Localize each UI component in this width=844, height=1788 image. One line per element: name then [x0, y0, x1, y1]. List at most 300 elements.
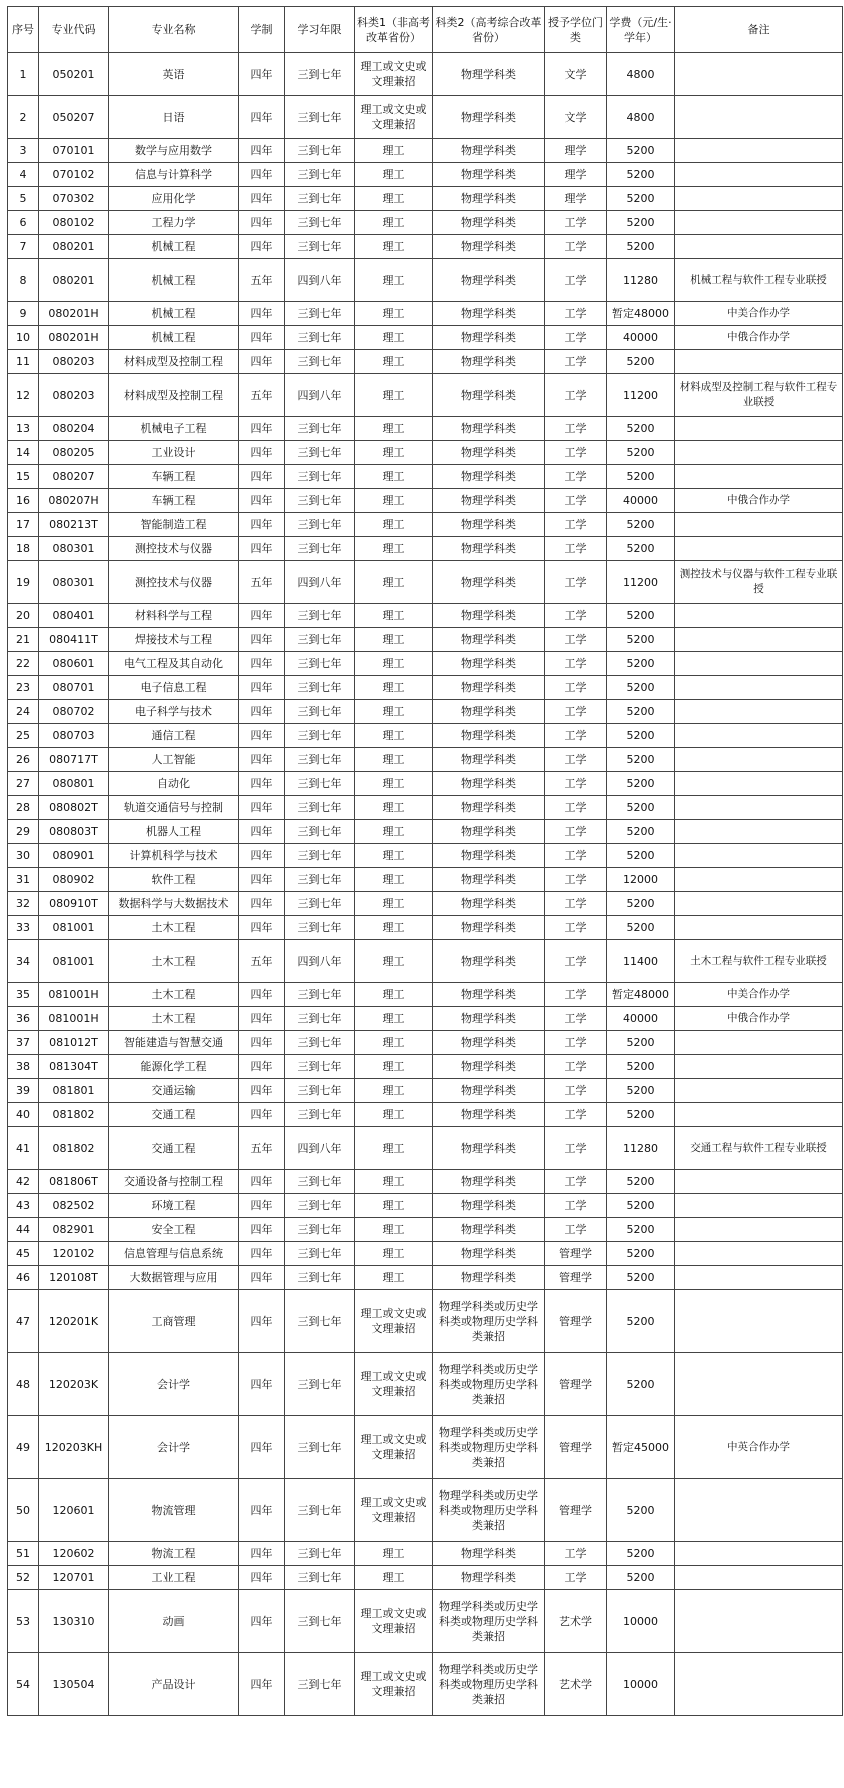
table-cell: 四年 — [239, 1353, 285, 1416]
table-row — [8, 465, 843, 489]
table-cell: 软件工程 — [109, 868, 239, 892]
table-cell: 三到七年 — [285, 1590, 355, 1653]
table-cell: 物理学科类 — [433, 259, 545, 302]
header-cell: 科类1（非高考改革省份） — [355, 7, 433, 53]
table-cell: 交通工程 — [109, 1127, 239, 1170]
table-row — [8, 537, 843, 561]
table-cell: 材料科学与工程 — [109, 604, 239, 628]
table-cell: 物理学科类 — [433, 1266, 545, 1290]
table-cell: 三到七年 — [285, 489, 355, 513]
table-cell: 四年 — [239, 1542, 285, 1566]
table-cell: 5200 — [607, 1479, 675, 1542]
table-cell: 三到七年 — [285, 1566, 355, 1590]
table-cell: 080213T — [39, 513, 109, 537]
table-cell: 四年 — [239, 465, 285, 489]
table-cell — [675, 465, 843, 489]
table-cell: 080902 — [39, 868, 109, 892]
table-cell: 数学与应用数学 — [109, 139, 239, 163]
table-cell: 120108T — [39, 1266, 109, 1290]
table-cell: 中俄合作办学 — [675, 326, 843, 350]
table-cell: 管理学 — [545, 1290, 607, 1353]
table-cell: 38 — [8, 1055, 39, 1079]
table-cell: 物理学科类 — [433, 513, 545, 537]
table-cell: 理工 — [355, 676, 433, 700]
table-cell: 三到七年 — [285, 983, 355, 1007]
table-row — [8, 772, 843, 796]
table-cell: 2 — [8, 96, 39, 139]
table-cell: 暂定45000 — [607, 1416, 675, 1479]
table-row — [8, 983, 843, 1007]
table-cell: 理工 — [355, 748, 433, 772]
table-cell: 中美合作办学 — [675, 302, 843, 326]
table-cell: 物理学科类 — [433, 302, 545, 326]
table-cell: 数据科学与大数据技术 — [109, 892, 239, 916]
table-cell: 物理学科类 — [433, 1218, 545, 1242]
table-cell: 材料成型及控制工程 — [109, 350, 239, 374]
table-cell: 50 — [8, 1479, 39, 1542]
table-cell: 工业设计 — [109, 441, 239, 465]
table-cell: 理工 — [355, 700, 433, 724]
table-cell: 管理学 — [545, 1479, 607, 1542]
table-cell: 暂定48000 — [607, 302, 675, 326]
table-cell: 12 — [8, 374, 39, 417]
table-cell: 物理学科类 — [433, 489, 545, 513]
table-cell: 080207H — [39, 489, 109, 513]
table-cell: 三到七年 — [285, 1170, 355, 1194]
table-cell: 18 — [8, 537, 39, 561]
table-cell: 理工 — [355, 724, 433, 748]
table-cell: 理工 — [355, 513, 433, 537]
table-cell: 理工 — [355, 1542, 433, 1566]
table-cell: 工学 — [545, 489, 607, 513]
table-cell: 工学 — [545, 1170, 607, 1194]
table-cell: 5200 — [607, 796, 675, 820]
table-cell: 工学 — [545, 374, 607, 417]
table-cell — [675, 1542, 843, 1566]
table-cell: 080801 — [39, 772, 109, 796]
header-cell: 备注 — [675, 7, 843, 53]
table-cell: 三到七年 — [285, 892, 355, 916]
table-cell: 土木工程与软件工程专业联授 — [675, 940, 843, 983]
table-row — [8, 628, 843, 652]
table-cell: 物理学科类 — [433, 772, 545, 796]
table-cell: 四年 — [239, 513, 285, 537]
table-row — [8, 676, 843, 700]
table-row — [8, 1566, 843, 1590]
table-cell: 三到七年 — [285, 652, 355, 676]
table-cell: 四年 — [239, 302, 285, 326]
table-cell: 49 — [8, 1416, 39, 1479]
table-cell: 工学 — [545, 1031, 607, 1055]
table-cell: 理工 — [355, 235, 433, 259]
table-cell: 5200 — [607, 1566, 675, 1590]
table-cell: 电子信息工程 — [109, 676, 239, 700]
table-cell: 四年 — [239, 772, 285, 796]
table-cell: 工学 — [545, 537, 607, 561]
table-cell: 环境工程 — [109, 1194, 239, 1218]
table-cell: 5200 — [607, 748, 675, 772]
table-cell: 4800 — [607, 53, 675, 96]
table-cell: 理工 — [355, 537, 433, 561]
header-cell: 序号 — [8, 7, 39, 53]
table-cell: 四年 — [239, 417, 285, 441]
table-cell: 5200 — [607, 1290, 675, 1353]
table-cell — [675, 211, 843, 235]
table-cell: 工学 — [545, 259, 607, 302]
table-cell: 中美合作办学 — [675, 983, 843, 1007]
table-cell — [675, 820, 843, 844]
table-cell — [675, 53, 843, 96]
table-cell: 物理学科类 — [433, 187, 545, 211]
table-row — [8, 561, 843, 604]
table-cell: 物理学科类或历史学科类或物理历史学科类兼招 — [433, 1290, 545, 1353]
table-cell: 080201 — [39, 259, 109, 302]
table-cell — [675, 1566, 843, 1590]
table-cell: 11 — [8, 350, 39, 374]
table-cell: 理工 — [355, 868, 433, 892]
table-cell: 四年 — [239, 1103, 285, 1127]
table-cell: 5200 — [607, 441, 675, 465]
table-cell: 34 — [8, 940, 39, 983]
table-cell: 四年 — [239, 628, 285, 652]
table-cell: 070101 — [39, 139, 109, 163]
table-cell — [675, 1266, 843, 1290]
table-row — [8, 259, 843, 302]
table-cell: 三到七年 — [285, 235, 355, 259]
table-cell: 5200 — [607, 700, 675, 724]
table-cell: 5200 — [607, 1170, 675, 1194]
table-cell: 四年 — [239, 1566, 285, 1590]
table-cell: 四年 — [239, 724, 285, 748]
table-cell: 物理学科类或历史学科类或物理历史学科类兼招 — [433, 1590, 545, 1653]
table-cell: 081801 — [39, 1079, 109, 1103]
table-row — [8, 796, 843, 820]
table-cell: 物理学科类 — [433, 211, 545, 235]
table-cell — [675, 1218, 843, 1242]
table-cell: 理工 — [355, 1218, 433, 1242]
table-cell: 理工或文史或文理兼招 — [355, 53, 433, 96]
table-cell: 070102 — [39, 163, 109, 187]
table-cell: 三到七年 — [285, 1479, 355, 1542]
table-cell: 理工或文史或文理兼招 — [355, 1479, 433, 1542]
table-cell: 四年 — [239, 983, 285, 1007]
table-cell: 工学 — [545, 561, 607, 604]
table-cell: 工学 — [545, 628, 607, 652]
table-body — [8, 53, 843, 1716]
table-row — [8, 652, 843, 676]
table-cell: 四年 — [239, 1031, 285, 1055]
table-cell: 产品设计 — [109, 1653, 239, 1716]
table-cell: 理工或文史或文理兼招 — [355, 1290, 433, 1353]
table-cell: 三到七年 — [285, 350, 355, 374]
table-cell: 7 — [8, 235, 39, 259]
table-cell: 大数据管理与应用 — [109, 1266, 239, 1290]
table-cell: 理工 — [355, 1127, 433, 1170]
table-cell: 080205 — [39, 441, 109, 465]
table-cell: 理工或文史或文理兼招 — [355, 1590, 433, 1653]
table-cell: 理工 — [355, 1103, 433, 1127]
table-cell: 40000 — [607, 489, 675, 513]
table-cell: 三到七年 — [285, 537, 355, 561]
header-row — [8, 7, 843, 53]
table-cell: 通信工程 — [109, 724, 239, 748]
table-cell: 5200 — [607, 417, 675, 441]
table-cell: 四年 — [239, 1290, 285, 1353]
table-cell: 物理学科类 — [433, 1194, 545, 1218]
table-cell: 工学 — [545, 724, 607, 748]
table-cell: 能源化学工程 — [109, 1055, 239, 1079]
table-cell — [675, 1290, 843, 1353]
table-cell: 53 — [8, 1590, 39, 1653]
table-cell: 5 — [8, 187, 39, 211]
table-cell: 三到七年 — [285, 916, 355, 940]
table-cell — [675, 796, 843, 820]
table-cell — [675, 748, 843, 772]
table-row — [8, 1031, 843, 1055]
table-cell: 物理学科类 — [433, 350, 545, 374]
table-cell: 15 — [8, 465, 39, 489]
table-cell: 5200 — [607, 1031, 675, 1055]
table-cell: 51 — [8, 1542, 39, 1566]
table-row — [8, 211, 843, 235]
table-cell: 27 — [8, 772, 39, 796]
table-cell: 080701 — [39, 676, 109, 700]
table-cell: 机械工程 — [109, 326, 239, 350]
table-cell: 三到七年 — [285, 1266, 355, 1290]
table-cell: 四年 — [239, 1653, 285, 1716]
header-cell: 授予学位门类 — [545, 7, 607, 53]
table-cell: 工学 — [545, 211, 607, 235]
table-cell: 工学 — [545, 235, 607, 259]
table-cell: 物流工程 — [109, 1542, 239, 1566]
table-cell: 三到七年 — [285, 724, 355, 748]
table-cell: 机械工程 — [109, 259, 239, 302]
table-cell: 四年 — [239, 820, 285, 844]
table-cell: 工学 — [545, 820, 607, 844]
table-cell: 四年 — [239, 916, 285, 940]
table-cell — [675, 1079, 843, 1103]
table-cell: 物理学科类 — [433, 1031, 545, 1055]
table-cell: 5200 — [607, 772, 675, 796]
table-cell: 理工 — [355, 1055, 433, 1079]
table-cell: 物理学科类 — [433, 561, 545, 604]
table-row — [8, 724, 843, 748]
table-row — [8, 1653, 843, 1716]
table-cell: 三到七年 — [285, 441, 355, 465]
table-cell: 四年 — [239, 676, 285, 700]
table-cell: 物理学科类 — [433, 892, 545, 916]
table-cell: 物理学科类 — [433, 1079, 545, 1103]
table-cell: 物理学科类 — [433, 868, 545, 892]
table-cell: 物理学科类 — [433, 96, 545, 139]
table-cell: 080910T — [39, 892, 109, 916]
table-cell: 物理学科类 — [433, 724, 545, 748]
table-cell: 三到七年 — [285, 796, 355, 820]
header-cell: 科类2（高考综合改革省份） — [433, 7, 545, 53]
table-cell: 四到八年 — [285, 561, 355, 604]
table-cell — [675, 1590, 843, 1653]
table-cell: 工商管理 — [109, 1290, 239, 1353]
table-cell: 理工 — [355, 1079, 433, 1103]
table-cell: 三到七年 — [285, 163, 355, 187]
table-cell: 080702 — [39, 700, 109, 724]
table-cell: 物理学科类 — [433, 1170, 545, 1194]
table-cell — [675, 628, 843, 652]
table-row — [8, 1542, 843, 1566]
table-cell: 工学 — [545, 1079, 607, 1103]
table-cell — [675, 187, 843, 211]
table-cell: 测控技术与仪器 — [109, 561, 239, 604]
table-cell: 三到七年 — [285, 1007, 355, 1031]
table-cell: 理工 — [355, 163, 433, 187]
table-cell: 081001 — [39, 916, 109, 940]
table-cell: 物理学科类或历史学科类或物理历史学科类兼招 — [433, 1653, 545, 1716]
table-cell: 土木工程 — [109, 916, 239, 940]
table-cell: 四年 — [239, 326, 285, 350]
table-row — [8, 700, 843, 724]
table-cell: 三到七年 — [285, 1416, 355, 1479]
table-cell: 机器人工程 — [109, 820, 239, 844]
table-row — [8, 820, 843, 844]
table-cell: 理工 — [355, 1031, 433, 1055]
table-cell: 130504 — [39, 1653, 109, 1716]
table-cell: 54 — [8, 1653, 39, 1716]
table-cell: 5200 — [607, 235, 675, 259]
table-cell: 5200 — [607, 892, 675, 916]
table-cell: 四年 — [239, 1194, 285, 1218]
table-cell: 中俄合作办学 — [675, 1007, 843, 1031]
table-cell: 5200 — [607, 604, 675, 628]
table-cell: 四到八年 — [285, 940, 355, 983]
table-cell: 120203KH — [39, 1416, 109, 1479]
table-cell: 理工 — [355, 1242, 433, 1266]
table-cell: 48 — [8, 1353, 39, 1416]
table-cell: 5200 — [607, 1055, 675, 1079]
table-cell — [675, 916, 843, 940]
table-cell: 理工 — [355, 259, 433, 302]
table-cell: 理工 — [355, 1007, 433, 1031]
table-cell: 130310 — [39, 1590, 109, 1653]
table-cell: 四年 — [239, 211, 285, 235]
table-cell: 理工或文史或文理兼招 — [355, 96, 433, 139]
table-row — [8, 374, 843, 417]
table-cell — [675, 139, 843, 163]
table-cell: 5200 — [607, 1266, 675, 1290]
table-cell: 理工 — [355, 441, 433, 465]
table-row — [8, 1127, 843, 1170]
table-cell: 智能建造与智慧交通 — [109, 1031, 239, 1055]
table-cell: 理工或文史或文理兼招 — [355, 1353, 433, 1416]
table-cell: 理学 — [545, 187, 607, 211]
table-cell: 理工 — [355, 417, 433, 441]
table-cell: 理工 — [355, 211, 433, 235]
table-cell: 五年 — [239, 259, 285, 302]
table-cell: 三到七年 — [285, 700, 355, 724]
majors-table — [7, 6, 843, 1716]
table-cell: 交通工程与软件工程专业联授 — [675, 1127, 843, 1170]
table-cell: 工学 — [545, 796, 607, 820]
table-cell: 工学 — [545, 1542, 607, 1566]
table-cell: 材料成型及控制工程与软件工程专业联授 — [675, 374, 843, 417]
table-cell: 三到七年 — [285, 1242, 355, 1266]
table-cell: 物理学科类 — [433, 604, 545, 628]
table-cell — [675, 1194, 843, 1218]
table-cell: 三到七年 — [285, 53, 355, 96]
table-cell: 三到七年 — [285, 139, 355, 163]
table-cell: 21 — [8, 628, 39, 652]
table-cell: 四年 — [239, 1055, 285, 1079]
table-cell: 电气工程及其自动化 — [109, 652, 239, 676]
table-cell: 三到七年 — [285, 465, 355, 489]
table-row — [8, 1242, 843, 1266]
table-cell: 五年 — [239, 374, 285, 417]
table-cell: 文学 — [545, 53, 607, 96]
table-cell: 10000 — [607, 1653, 675, 1716]
table-cell: 动画 — [109, 1590, 239, 1653]
table-cell: 理工 — [355, 628, 433, 652]
table-cell: 工学 — [545, 892, 607, 916]
table-cell: 物理学科类 — [433, 1542, 545, 1566]
table-cell: 35 — [8, 983, 39, 1007]
table-cell: 工学 — [545, 676, 607, 700]
table-cell: 四年 — [239, 1079, 285, 1103]
table-cell: 物理学科类 — [433, 1242, 545, 1266]
table-cell: 三到七年 — [285, 1031, 355, 1055]
table-row — [8, 1218, 843, 1242]
table-cell: 1 — [8, 53, 39, 96]
table-cell: 三到七年 — [285, 1194, 355, 1218]
table-row — [8, 187, 843, 211]
table-cell: 12000 — [607, 868, 675, 892]
table-cell: 工学 — [545, 652, 607, 676]
table-cell: 物理学科类 — [433, 796, 545, 820]
table-cell: 120601 — [39, 1479, 109, 1542]
table-cell: 080401 — [39, 604, 109, 628]
table-cell: 19 — [8, 561, 39, 604]
table-row — [8, 235, 843, 259]
table-cell: 工学 — [545, 844, 607, 868]
table-row — [8, 350, 843, 374]
table-cell: 11400 — [607, 940, 675, 983]
table-cell: 物流管理 — [109, 1479, 239, 1542]
table-cell: 45 — [8, 1242, 39, 1266]
table-cell: 物理学科类 — [433, 844, 545, 868]
table-cell: 5200 — [607, 139, 675, 163]
table-cell: 42 — [8, 1170, 39, 1194]
table-cell: 暂定48000 — [607, 983, 675, 1007]
table-cell: 艺术学 — [545, 1653, 607, 1716]
table-cell: 工学 — [545, 350, 607, 374]
table-cell: 五年 — [239, 561, 285, 604]
table-cell: 47 — [8, 1290, 39, 1353]
table-cell: 120701 — [39, 1566, 109, 1590]
table-cell: 理工 — [355, 772, 433, 796]
table-cell: 工学 — [545, 1103, 607, 1127]
table-row — [8, 868, 843, 892]
table-cell: 工学 — [545, 700, 607, 724]
table-cell: 理工 — [355, 139, 433, 163]
table-cell: 工程力学 — [109, 211, 239, 235]
table-cell: 四年 — [239, 489, 285, 513]
table-cell: 物理学科类 — [433, 940, 545, 983]
table-cell: 081001H — [39, 983, 109, 1007]
table-row — [8, 1055, 843, 1079]
table-cell: 理工 — [355, 350, 433, 374]
table-cell: 机械电子工程 — [109, 417, 239, 441]
table-cell: 物理学科类 — [433, 820, 545, 844]
table-cell: 工学 — [545, 772, 607, 796]
table-cell: 081012T — [39, 1031, 109, 1055]
